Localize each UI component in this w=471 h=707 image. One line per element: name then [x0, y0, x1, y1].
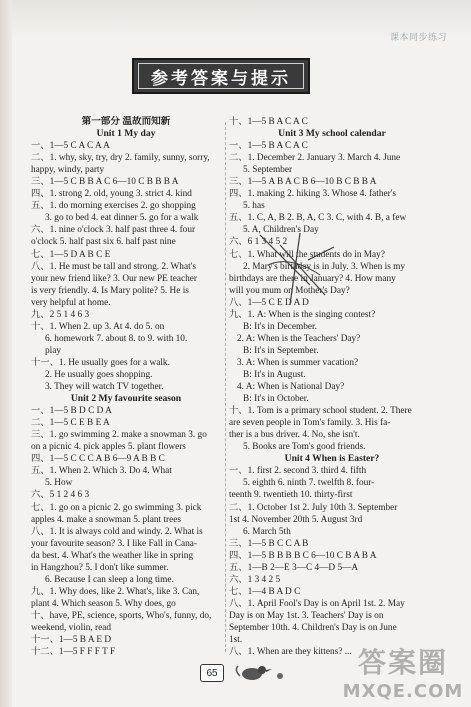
unit-heading: Unit 2 My favourite season — [70, 393, 182, 405]
answer-line: 七、1. What will the students do in May? — [229, 249, 385, 260]
answer-line: 4. A: When is National Day? — [237, 382, 345, 393]
unit-heading: Unit 1 My day — [96, 128, 156, 140]
unit-heading: 第一部分 温故而知新 — [81, 116, 171, 127]
answer-line: 一、1—5 B A C A C — [229, 141, 308, 152]
decorative-bird-icon — [232, 660, 292, 684]
answer-line: apples 4. make a snowman 5. plant trees — [31, 514, 181, 525]
answer-line: 五、1—B 2—E 3—C 4—D 5—A — [229, 562, 359, 573]
site-watermark — [342, 643, 464, 702]
right-answer-column — [229, 116, 435, 658]
answer-line: o'clock 5. half past six 6. half past nine — [31, 237, 176, 248]
answer-line: 四、1—5 B B B B C 6—10 C B A B A — [229, 550, 377, 561]
answer-line: B: It's in October. — [243, 394, 309, 405]
answer-line: 1st 4. November 20th 5. August 3rd — [229, 514, 363, 525]
answer-line: 七、1. go on a picnic 2. go swimming 3. pick — [31, 502, 202, 513]
answer-line: 四、1. making 2. hiking 3. Whose 4. father's — [229, 189, 397, 200]
answer-line: 三、1—5 B C C A B — [229, 538, 309, 549]
answer-line: 一、1. first 2. second 3. third 4. fifth — [229, 466, 367, 477]
answer-line: 七、1—5 D A B C E — [31, 249, 111, 260]
answer-line: 六、1. nine o'clock 3. half past three 4. four — [31, 225, 196, 236]
answer-line: 二、1. October 1st 2. July 10th 3. September — [229, 502, 398, 513]
answer-line: September 10th. 4. Children's Day is on June — [229, 622, 397, 633]
answer-line: 三、1. go swimming 2. make a snowman 3. go — [31, 430, 207, 441]
section-title-box — [132, 58, 310, 94]
answer-line: 四、1—5 C C C A B 6—9 A B B C — [31, 454, 165, 465]
answer-line: 二、1. why, sky, try, dry 2. family, sunny, sorry, — [31, 153, 210, 164]
answer-line: 五、1. do morning exercises 2. go shopping — [31, 201, 196, 212]
answer-line: 一、1—5 B D C D A — [31, 406, 112, 417]
answer-line: 2. He usually goes shopping. — [45, 369, 153, 380]
column-divider — [225, 122, 226, 652]
unit-heading: Unit 4 When is Easter? — [284, 453, 380, 465]
answer-line: 八、1. He must be tall and strong. 2. What's — [31, 261, 196, 272]
answer-line: 6. March 5th — [243, 526, 291, 537]
answer-line: 2. A: When is the Teachers' Day? — [237, 333, 361, 344]
answer-line: birthdays are there in January? 4. How many — [229, 273, 396, 284]
answer-line: play — [45, 345, 62, 356]
header-note: 课本同步练习 — [389, 32, 447, 42]
answer-line: will you mum on Mother's Day? — [229, 285, 350, 296]
answer-line: 3. They will watch TV together. — [45, 382, 164, 393]
answer-line: 九、1. A: When is the singing contest? — [229, 309, 376, 320]
answer-line: 九、1. Why does, like 2. What's, like 3. Can, — [31, 586, 200, 597]
answer-line: 五、1. C, A, B 2. B, A, C 3. C, with 4. B, a few — [229, 213, 407, 224]
watermark-line1: 答案圈 — [357, 645, 448, 679]
answer-line: 5. September — [243, 165, 293, 176]
answer-line: 十一、1—5 B A E D — [31, 635, 112, 646]
answer-line: your favourite season? 3. I like Fall in Cana- — [31, 538, 198, 549]
answer-line: weekend, violin, read — [31, 622, 112, 633]
answer-line: 四、1. strong 2. old, young 3. strict 4. kind — [31, 189, 192, 200]
answer-line: 十、have, PE, science, sports, Who's, funny, do, — [31, 610, 212, 621]
answer-line: plant 4. Which season 5. Why does, go — [31, 598, 176, 609]
section-title: 参考答案与提示 — [138, 63, 304, 89]
answer-line: 三、1—5 A B A C B 6—10 B C B B A — [229, 177, 377, 188]
answer-line: 5. eighth 6. ninth 7. twelfth 8. four- — [243, 478, 375, 489]
answer-line: very helpful at home. — [31, 297, 111, 308]
answer-line: is very friendly. 4. Is Mary polite? 5. He is — [31, 285, 189, 296]
answer-line: your new friend like? 3. Our new PE teacher — [31, 273, 197, 284]
answer-line: B: It's in August. — [243, 369, 306, 380]
left-answer-column — [31, 116, 221, 658]
answer-line: B: It's in September. — [243, 345, 319, 356]
answer-line: 5. Books are Tom's good friends. — [243, 442, 366, 453]
answer-line: 九、2 5 1 4 6 3 — [31, 309, 90, 320]
answer-line: 6. homework 7. about 8. to 9. with 10. — [45, 333, 188, 344]
answer-line: 2. Mary's birthday is in July. 3. When is my — [243, 261, 406, 272]
answer-line: 八、1—5 C E D A D — [229, 297, 309, 308]
answer-line: 二、1. December 2. January 3. March 4. June — [229, 153, 401, 164]
answer-line: 3. A: When is summer vacation? — [237, 357, 359, 368]
answer-line: 3. go to bed 4. eat dinner 5. go for a walk — [45, 213, 199, 224]
answer-line: 十、1—5 B A C A C — [229, 117, 308, 127]
answer-line: 二、1—5 C E B E A — [31, 418, 110, 429]
answer-line: 八、1. April Fool's Day is on April 1st. 2. May — [229, 598, 405, 609]
page-number: 65 — [200, 664, 224, 682]
answer-line: 5. How — [45, 478, 73, 489]
answer-line: 七、1—4 B A D C — [229, 586, 301, 597]
answer-line: 十、1. When 2. up 3. At 4. do 5. on — [31, 321, 165, 332]
answer-line: 5. has — [243, 201, 265, 212]
answer-line: 6. Because I can sleep a long time. — [45, 574, 174, 585]
answer-line: 八、1. When are they kittens? ... — [229, 647, 352, 658]
answer-line: 1st. — [229, 635, 243, 646]
answer-line: 六、5 1 2 4 6 3 — [31, 490, 90, 501]
answer-line: da best. 4. What's the weather like in spring — [31, 550, 194, 561]
answer-line: 三、1—5 C B B A C 6—10 C B B B A — [31, 177, 179, 188]
answer-line: 5. A, Children's Day — [243, 225, 319, 236]
answer-line: in Hangzhou? 5. I don't like summer. — [31, 562, 169, 573]
answer-line: 六、6 1 3 4 5 2 — [229, 237, 288, 248]
unit-heading: Unit 3 My school calendar — [278, 128, 386, 140]
answer-line: teenth 9. twentieth 10. thirty-first — [229, 490, 353, 501]
answer-line: are seven people in Tom's family. 3. His fa- — [229, 418, 391, 429]
handwritten-check-mark-icon — [250, 225, 340, 315]
answer-line: ther is a bus driver. 4. No, she isn't. — [229, 430, 360, 441]
answer-line: 一、1—5 C A C A A — [31, 141, 110, 152]
answer-line: 六、1 3 4 2 5 — [229, 574, 281, 585]
answer-line: Day is on May 1st. 3. Teachers' Day is on — [229, 610, 384, 621]
answer-line: on a picnic 4. pick apples 5. plant flowers — [31, 442, 186, 453]
page-binding-shadow — [0, 0, 12, 707]
answer-line: 八、1. It is always cold and windy. 2. What is — [31, 526, 203, 537]
watermark-line2: MXQE.COM — [342, 680, 464, 702]
answer-line: 十、1. Tom is a primary school student. 2. There — [229, 406, 412, 417]
answer-line: 十二、1—5 F F F T F — [31, 647, 116, 658]
answer-line: 五、1. When 2. Which 3. Do 4. What — [31, 466, 172, 477]
answer-line: B: It's in December. — [243, 321, 317, 332]
answer-line: 十一、1. He usually goes for a walk. — [31, 357, 170, 368]
answer-line: happy, windy, party — [31, 165, 105, 176]
